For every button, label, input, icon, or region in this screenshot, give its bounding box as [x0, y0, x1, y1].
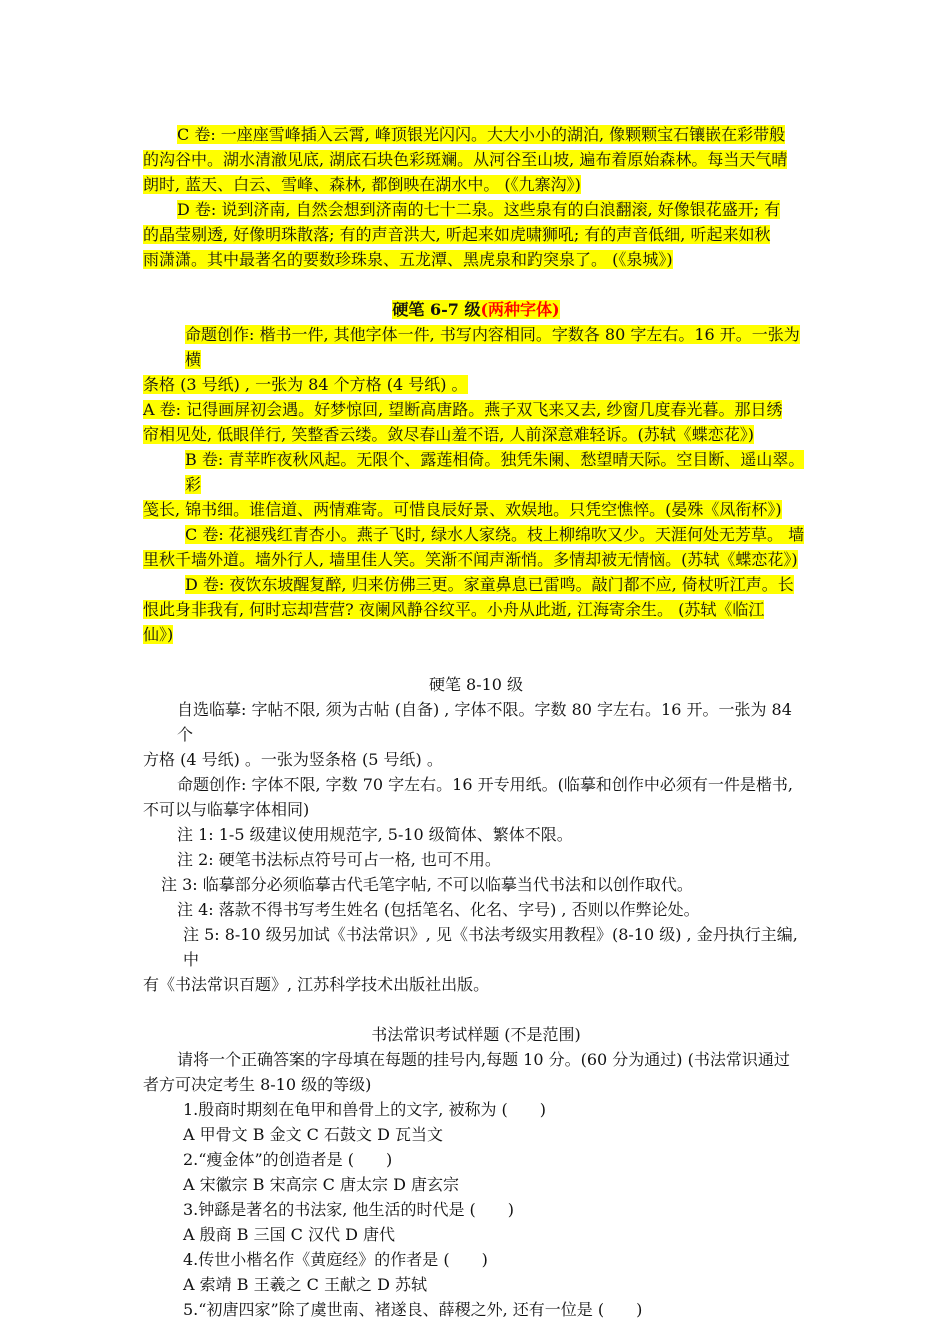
- paragraph-line: 者方可决定考生 8-10 级的等级): [143, 1075, 372, 1094]
- question-options: A 甲骨文 B 金文 C 石鼓文 D 瓦当文: [183, 1125, 443, 1144]
- paragraph-line: 自选临摹: 字帖不限, 须为古帖 (自备) , 字体不限。字数 80 字左右。16 开。一张为 84 个: [177, 700, 792, 744]
- note-line: 注 3: 临摹部分必须临摹古代毛笔字帖, 不可以临摹当代书法和以创作取代。: [161, 875, 693, 894]
- intro-line: 命题创作: 楷书一件, 其他字体一件, 书写内容相同。字数各 80 字左右。16 开。一张为横: [185, 325, 800, 369]
- d-paper-line: D 卷: 夜饮东坡醒复醉, 归来仿佛三更。家童鼻息已雷鸣。敲门都不应, 倚杖听江声。长: [185, 575, 794, 594]
- b-paper-line: B 卷: 青苹昨夜秋风起。无限个、露莲相倚。独凭朱阑、愁望晴天际。空目断、遥山翠。彩: [185, 450, 805, 494]
- question-line: 4.传世小楷名作《黄庭经》的作者是 ( ): [183, 1250, 488, 1269]
- title-main: 硬笔 6-7 级: [392, 300, 481, 319]
- a-paper-line: 帘相见处, 低眼佯行, 笑整香云缕。敛尽春山羞不语, 人前深意难轻诉。(苏轼《蝶恋花》): [143, 425, 755, 444]
- paragraph-line: 不可以与临摹字体相同): [143, 800, 310, 819]
- paragraph-line: 请将一个正确答案的字母填在每题的挂号内,每题 10 分。(60 分为通过) (书法常识通过: [177, 1050, 790, 1069]
- question-line: 5.“初唐四家”除了虞世南、褚遂良、薛稷之外, 还有一位是 ( ): [183, 1300, 643, 1319]
- question-line: 1.殷商时期刻在龟甲和兽骨上的文字, 被称为 ( ): [183, 1100, 547, 1119]
- c-paper-line: 里秋千墙外道。墙外行人, 墙里佳人笑。笑渐不闻声渐悄。多情却被无情恼。(苏轼《蝶恋花》): [143, 550, 798, 569]
- d-paper-line: 恨此身非我有, 何时忘却营营? 夜阑风静谷纹平。小舟从此逝, 江海寄余生。 (苏轼《临江: [143, 600, 765, 619]
- note-line: 注 2: 硬笔书法标点符号可占一格, 也可不用。: [177, 850, 501, 869]
- section-level-6-7: [143, 297, 809, 647]
- section-paper-cd: [143, 122, 809, 272]
- d-paper-line: D 卷: 说到济南, 自然会想到济南的七十二泉。这些泉有的白浪翻滚, 好像银花盛开; 有: [177, 200, 781, 219]
- question-options: A 殷商 B 三国 C 汉代 D 唐代: [183, 1225, 395, 1244]
- section-level-8-10: [143, 672, 809, 997]
- section-title: 硬笔 8-10 级: [428, 675, 524, 694]
- section-title: [143, 297, 809, 322]
- paragraph-line: 命题创作: 字体不限, 字数 70 字左右。16 开专用纸。(临摹和创作中必须有一件是楷书,: [177, 775, 793, 794]
- section-title: 书法常识考试样题 (不是范围): [371, 1025, 581, 1044]
- note-line: 有《书法常识百题》, 江苏科学技术出版社出版。: [143, 975, 490, 994]
- question-line: 2.“瘦金体”的创造者是 ( ): [183, 1150, 393, 1169]
- note-line: 注 1: 1-5 级建议使用规范字, 5-10 级简体、繁体不限。: [177, 825, 573, 844]
- note-line: 注 5: 8-10 级另加试《书法常识》, 见《书法考级实用教程》(8-10 级) , 金丹执行主编, 中: [183, 925, 798, 969]
- d-paper-line: 仙》): [143, 625, 174, 644]
- c-paper-line: C 卷: 花褪残红青杏小。燕子飞时, 绿水人家绕。枝上柳绵吹又少。天涯何处无芳草。 墙: [185, 525, 805, 544]
- section-sample-questions: [143, 1022, 809, 1322]
- d-paper-line: 雨潇潇。其中最著名的要数珍珠泉、五龙潭、黑虎泉和趵突泉了。 (《泉城》): [143, 250, 673, 269]
- a-paper-line: A 卷: 记得画屏初会遇。好梦惊回, 望断高唐路。燕子双飞来又去, 纱窗几度春光暮。那日绣: [143, 400, 783, 419]
- title-red-note: (两种字体): [480, 300, 560, 319]
- c-paper-line: 的沟谷中。湖水清澈见底, 湖底石块色彩斑斓。从河谷至山坡, 遍布着原始森林。每当天气晴: [143, 150, 788, 169]
- note-line: 注 4: 落款不得书写考生姓名 (包括笔名、化名、字号) , 否则以作弊论处。: [177, 900, 700, 919]
- paragraph-line: 方格 (4 号纸) 。一张为竖条格 (5 号纸) 。: [143, 750, 443, 769]
- question-line: 3.钟繇是著名的书法家, 他生活的时代是 ( ): [183, 1200, 515, 1219]
- b-paper-line: 笺长, 锦书细。谁信道、两情难寄。可惜良辰好景、欢娱地。只凭空憔悴。(晏殊《凤衔杯》): [143, 500, 782, 519]
- question-options: A 索靖 B 王羲之 C 王献之 D 苏轼: [183, 1275, 427, 1294]
- question-options: A 宋徽宗 B 宋高宗 C 唐太宗 D 唐玄宗: [183, 1175, 459, 1194]
- intro-line: 条格 (3 号纸) , 一张为 84 个方格 (4 号纸) 。: [143, 375, 468, 394]
- document-body: [143, 122, 809, 1322]
- c-paper-line: 朗时, 蓝天、白云、雪峰、森林, 都倒映在湖水中。 (《九寨沟》): [143, 175, 581, 194]
- c-paper-line: C 卷: 一座座雪峰插入云霄, 峰顶银光闪闪。大大小小的湖泊, 像颗颗宝石镶嵌在彩带般: [177, 125, 786, 144]
- d-paper-line: 的晶莹剔透, 好像明珠散落; 有的声音洪大, 听起来如虎啸狮吼; 有的声音低细, 听起来如秋: [143, 225, 771, 244]
